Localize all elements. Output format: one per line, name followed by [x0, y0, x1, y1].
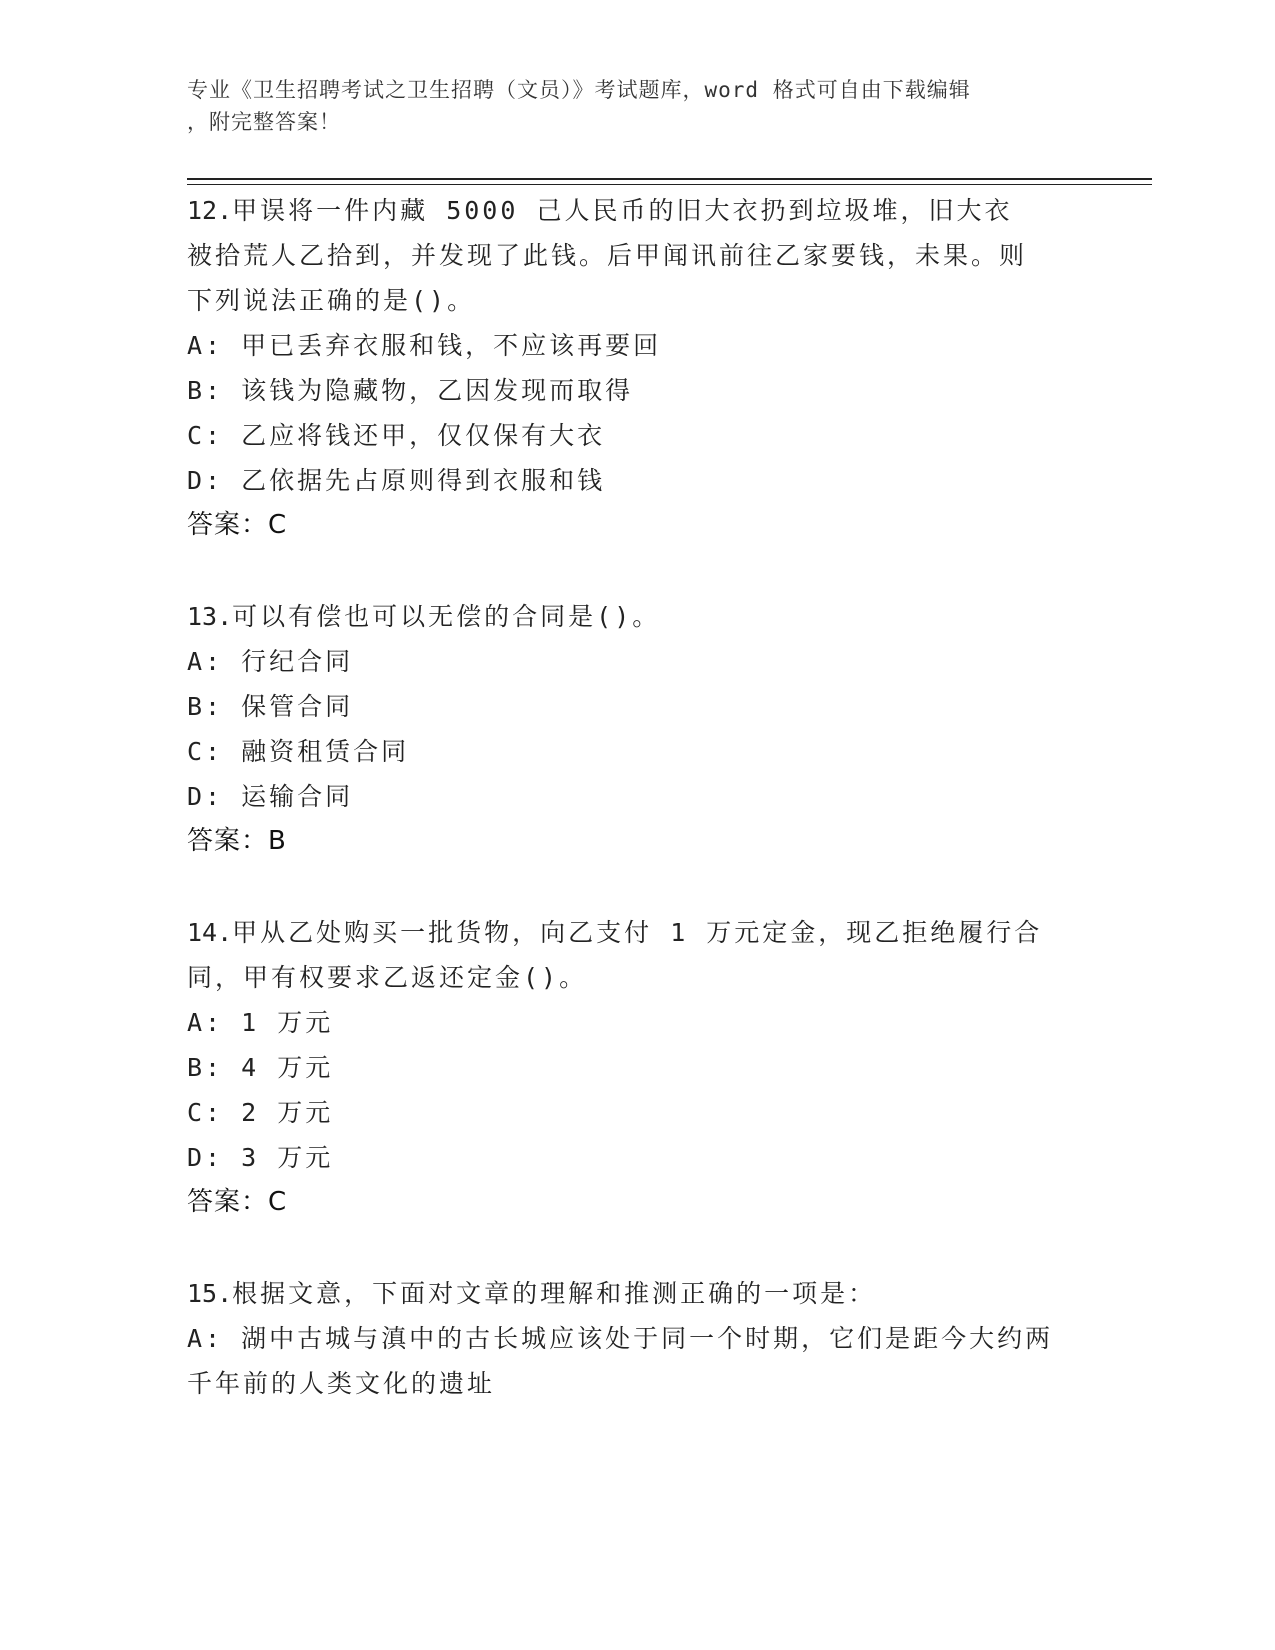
option-a — [187, 1316, 1057, 1406]
option-d — [187, 458, 1087, 503]
question-13 — [187, 594, 1087, 864]
option-b — [187, 368, 1087, 413]
option-text: 该钱为隐藏物，乙因发现而取得 — [241, 376, 634, 405]
option-a — [187, 639, 1087, 684]
option-a — [187, 323, 1087, 368]
question-stem — [187, 594, 1087, 639]
option-label: D: — [187, 466, 224, 495]
question-stem — [187, 910, 1057, 1000]
option-label: A: — [187, 647, 224, 676]
document-header — [187, 74, 1067, 138]
option-label: C: — [187, 737, 224, 766]
question-text: 可以有偿也可以无偿的合同是()。 — [232, 602, 661, 631]
header-line-2: ，附完整答案！ — [187, 110, 341, 134]
header-divider-thin — [187, 184, 1152, 185]
option-text: 甲已丢弃衣服和钱，不应该再要回 — [241, 331, 662, 360]
question-text: 根据文意，下面对文章的理解和推测正确的一项是： — [232, 1279, 877, 1308]
answer: 答案：C — [187, 1187, 288, 1217]
question-12 — [187, 188, 1087, 548]
option-label: A: — [187, 1324, 224, 1353]
option-text: 行纪合同 — [241, 647, 354, 676]
option-a — [187, 1000, 1087, 1045]
option-text: 1 万元 — [241, 1008, 334, 1037]
option-label: B: — [187, 692, 224, 721]
option-label: C: — [187, 1098, 224, 1127]
question-text: 甲误将一件内藏 5000 己人民币的旧大衣扔到垃圾堆，旧大衣被拾荒人乙拾到，并发现了此钱。后甲闻讯前往乙家要钱，未果。则下列说法正确的是()。 — [187, 196, 1028, 315]
option-d — [187, 774, 1087, 819]
option-text: 运输合同 — [241, 782, 354, 811]
option-text: 3 万元 — [241, 1143, 334, 1172]
question-number: 14. — [187, 918, 233, 947]
option-c — [187, 413, 1087, 458]
question-number: 13. — [187, 602, 233, 631]
option-text: 融资租赁合同 — [241, 737, 410, 766]
question-stem — [187, 1271, 1087, 1316]
header-divider-thick — [187, 178, 1152, 180]
option-b — [187, 684, 1087, 729]
question-text: 甲从乙处购买一批货物，向乙支付 1 万元定金，现乙拒绝履行合同，甲有权要求乙返还定金()。 — [187, 918, 1043, 992]
option-text: 乙依据先占原则得到衣服和钱 — [241, 466, 606, 495]
question-stem — [187, 188, 1037, 323]
option-label: B: — [187, 376, 224, 405]
option-text: 湖中古城与滇中的古长城应该处于同一个时期，它们是距今大约两千年前的人类文化的遗址 — [187, 1324, 1054, 1398]
question-15 — [187, 1271, 1087, 1406]
option-label: A: — [187, 331, 224, 360]
option-text: 2 万元 — [241, 1098, 334, 1127]
question-14 — [187, 910, 1087, 1225]
answer: 答案：C — [187, 510, 288, 540]
option-text: 乙应将钱还甲，仅仅保有大衣 — [241, 421, 606, 450]
option-label: C: — [187, 421, 224, 450]
header-line-1: 专业《卫生招聘考试之卫生招聘（文员）》考试题库，word 格式可自由下载编辑 — [187, 78, 971, 102]
option-c — [187, 729, 1087, 774]
question-number: 15. — [187, 1279, 233, 1308]
option-label: B: — [187, 1053, 224, 1082]
option-label: D: — [187, 782, 224, 811]
option-label: A: — [187, 1008, 224, 1037]
question-number: 12. — [187, 196, 233, 225]
option-label: D: — [187, 1143, 224, 1172]
option-d — [187, 1135, 1087, 1180]
option-c — [187, 1090, 1087, 1135]
answer: 答案：B — [187, 826, 287, 856]
question-list — [187, 188, 1087, 1452]
option-text: 4 万元 — [241, 1053, 334, 1082]
option-b — [187, 1045, 1087, 1090]
option-text: 保管合同 — [241, 692, 354, 721]
